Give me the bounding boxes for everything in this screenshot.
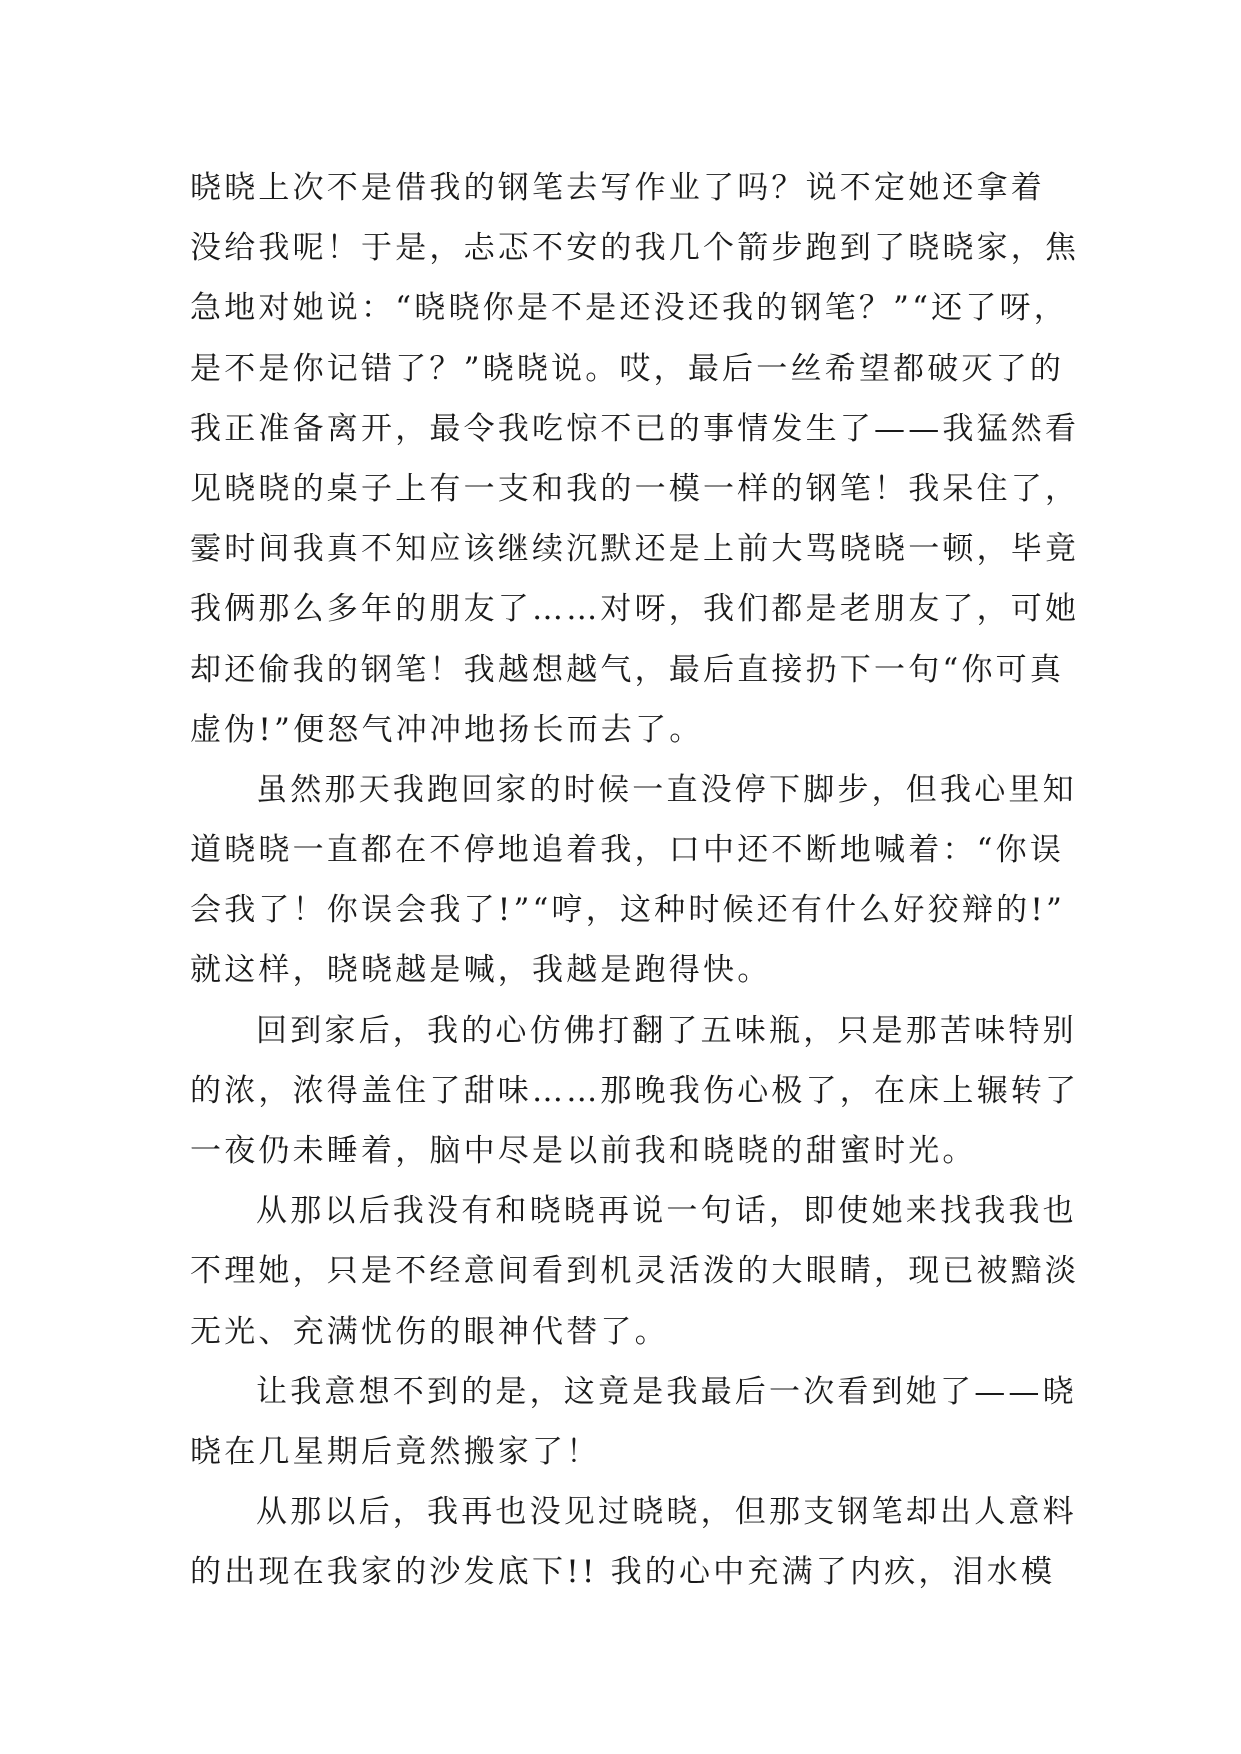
text-line: 道晓晓一直都在不停地追着我，口中还不断地喊着：“你误 [190,832,1065,869]
text-line: 的出现在我家的沙发底下!! 我的心中充满了内疚，泪水模 [190,1554,1056,1591]
text-line: 我俩那么多年的朋友了……对呀，我们都是老朋友了，可她 [190,591,1080,628]
text-line: 无光、充满忧伤的眼神代替了。 [190,1313,669,1350]
paragraph-first-line: 让我意想不到的是，这竟是我最后一次看到她了——晓 [256,1373,1077,1410]
text-line: 不理她，只是不经意间看到机灵活泼的大眼睛，现已被黯淡 [190,1253,1080,1290]
text-line: 一夜仍未睡着，脑中尽是以前我和晓晓的甜蜜时光。 [190,1133,977,1169]
text-line: 的浓，浓得盖住了甜味……那晚我伤心极了，在床上辗转了 [190,1072,1080,1109]
text-line: 霎时间我真不知应该继续沉默还是上前大骂晓晓一顿，毕竟 [190,531,1080,568]
text-line: 急地对她说：“晓晓你是不是还没还我的钢笔？”“还了呀， [190,290,1068,327]
text-line: 却还偷我的钢笔！我越想越气，最后直接扔下一句“你可真 [190,651,1065,688]
paragraph-first-line: 虽然那天我跑回家的时候一直没停下脚步，但我心里知 [256,771,1077,808]
text-line: 会我了！你误会我了!”“哼，这种时候还有什么好狡辩的!” [190,892,1066,929]
text-line: 见晓晓的桌子上有一支和我的一模一样的钢笔！我呆住了， [190,470,1080,507]
paragraph-first-line: 从那以后我没有和晓晓再说一句话，即使她来找我我也 [256,1193,1077,1230]
paragraph-first-line: 回到家后，我的心仿佛打翻了五味瓶，只是那苦味特别 [256,1012,1077,1049]
text-line: 虚伪!”便怒气冲冲地扬长而去了。 [190,711,704,748]
text-line: 没给我呢！于是，忐忑不安的我几个箭步跑到了晓晓家，焦 [190,230,1080,267]
paragraph-first-line: 从那以后，我再也没见过晓晓，但那支钢笔却出人意料 [256,1494,1077,1531]
body-text [190,158,1080,1603]
text-line: 晓晓上次不是借我的钢笔去写作业了吗？说不定她还拿着 [190,170,1045,206]
text-line: 就这样，晓晓越是喊，我越是跑得快。 [190,952,772,989]
text-line: 我正准备离开，最令我吃惊不已的事情发生了——我猛然看 [190,410,1080,447]
text-line: 晓在几星期后竟然搬家了！ [190,1433,601,1470]
text-line: 是不是你记错了？”晓晓说。哎，最后一丝希望都破灭了的 [190,350,1065,387]
